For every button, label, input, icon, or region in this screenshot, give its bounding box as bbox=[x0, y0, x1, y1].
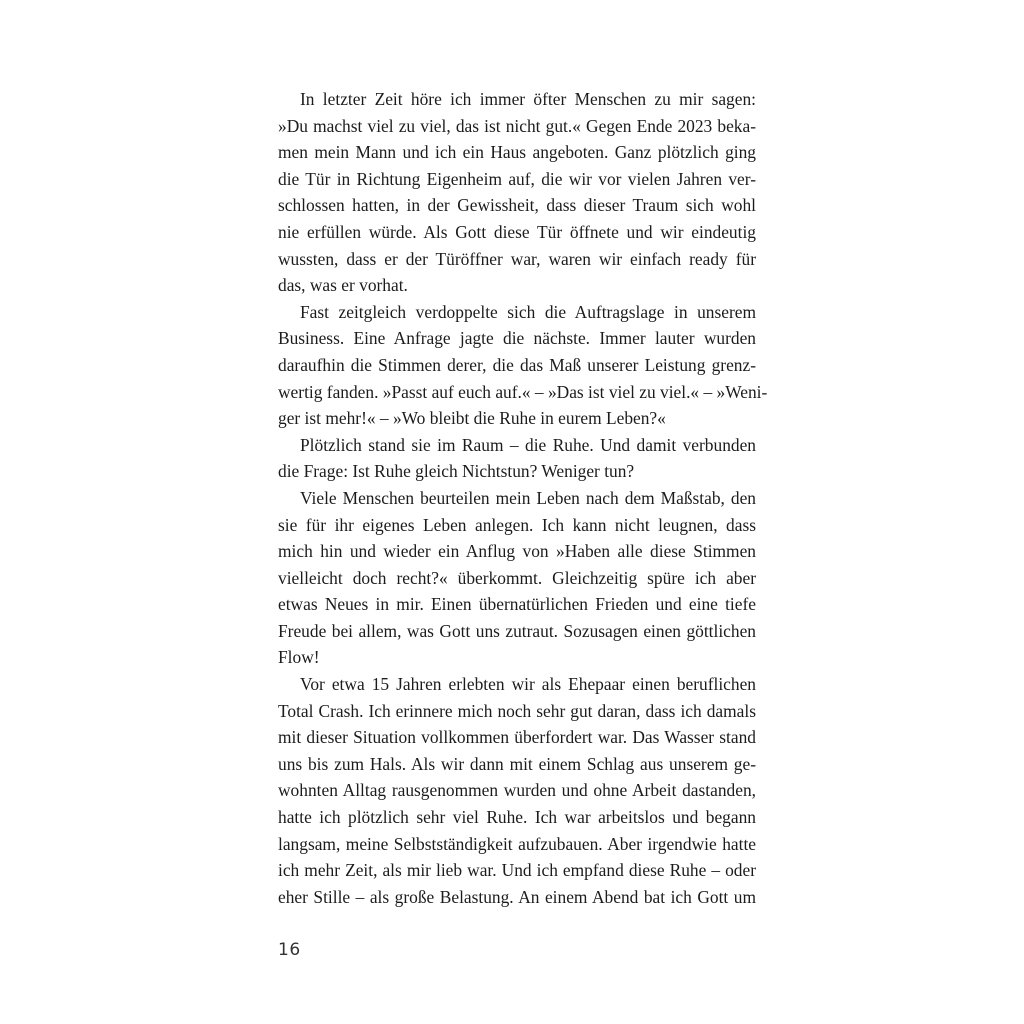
text-line: das, was er vorhat. bbox=[278, 275, 408, 296]
text-line: ich mehr Zeit, als mir lieb war. Und ich empfand diese Ruhe – oder bbox=[278, 860, 756, 881]
text-line: ger ist mehr!« – »Wo bleibt die Ruhe in eurem Leben?« bbox=[278, 408, 666, 429]
text-line: nie erfüllen würde. Als Gott diese Tür öffnete und wir eindeutig bbox=[278, 221, 756, 242]
text-line: Business. Eine Anfrage jagte die nächste. Immer lauter wurden bbox=[278, 328, 756, 349]
text-line: sie für ihr eigenes Leben anlegen. Ich kann nicht leugnen, dass bbox=[278, 514, 756, 535]
paragraph bbox=[278, 432, 756, 485]
text-line: uns bis zum Hals. Als wir dann mit einem Schlag aus unserem ge- bbox=[278, 753, 756, 774]
paragraph bbox=[278, 485, 756, 671]
text-line: etwas Neues in mir. Einen übernatürlichen Frieden und eine tiefe bbox=[278, 594, 756, 615]
text-line: vielleicht doch recht?« überkommt. Gleichzeitig spüre ich aber bbox=[278, 567, 756, 588]
text-line: Flow! bbox=[278, 647, 320, 668]
text-line: Freude bei allem, was Gott uns zutraut. Sozusagen einen göttlichen bbox=[278, 620, 756, 641]
text-line: mich hin und wieder ein Anflug von »Haben alle diese Stimmen bbox=[278, 541, 756, 562]
text-line: wussten, dass er der Türöffner war, waren wir einfach ready für bbox=[278, 248, 756, 269]
text-line: In letzter Zeit höre ich immer öfter Menschen zu mir sagen: bbox=[300, 89, 756, 109]
text-line: Vor etwa 15 Jahren erlebten wir als Ehepaar einen beruflichen bbox=[300, 674, 756, 695]
text-line: Plötzlich stand sie im Raum – die Ruhe. Und damit verbunden bbox=[300, 434, 756, 455]
text-line: Fast zeitgleich verdoppelte sich die Auftragslage in unserem bbox=[300, 301, 756, 322]
text-line: schlossen hatten, in der Gewissheit, dass dieser Traum sich wohl bbox=[278, 195, 756, 216]
text-line: Total Crash. Ich erinnere mich noch sehr gut daran, dass ich damals bbox=[278, 700, 756, 721]
text-line: »Du machst viel zu viel, das ist nicht gut.« Gegen Ende 2023 beka- bbox=[278, 115, 756, 136]
text-line: daraufhin die Stimmen derer, die das Maß unserer Leistung grenz- bbox=[278, 354, 756, 375]
body-text bbox=[278, 86, 768, 910]
text-line: eher Stille – als große Belastung. An einem Abend bat ich Gott um bbox=[278, 886, 756, 907]
paragraph bbox=[278, 299, 768, 432]
text-line: die Frage: Ist Ruhe gleich Nichtstun? Weniger tun? bbox=[278, 461, 635, 482]
page-number: 16 bbox=[278, 940, 301, 960]
text-line: hatte ich plötzlich sehr viel Ruhe. Ich war arbeitslos und begann bbox=[278, 807, 756, 828]
text-line: langsam, meine Selbstständigkeit aufzubauen. Aber irgendwie hatte bbox=[278, 833, 756, 854]
text-line: wertig fanden. »Passt auf euch auf.« – »Das ist viel zu viel.« – »Weni- bbox=[278, 381, 768, 402]
text-line: die Tür in Richtung Eigenheim auf, die wir vor vielen Jahren ver- bbox=[278, 168, 756, 189]
paragraph bbox=[278, 86, 756, 299]
text-line: men mein Mann und ich ein Haus angeboten. Ganz plötzlich ging bbox=[278, 142, 756, 163]
text-line: mit dieser Situation vollkommen überfordert war. Das Wasser stand bbox=[278, 727, 756, 748]
paragraph bbox=[278, 671, 756, 910]
text-line: Viele Menschen beurteilen mein Leben nach dem Maßstab, den bbox=[300, 487, 756, 508]
text-line: wohnten Alltag rausgenommen wurden und ohne Arbeit dastanden, bbox=[278, 780, 756, 801]
